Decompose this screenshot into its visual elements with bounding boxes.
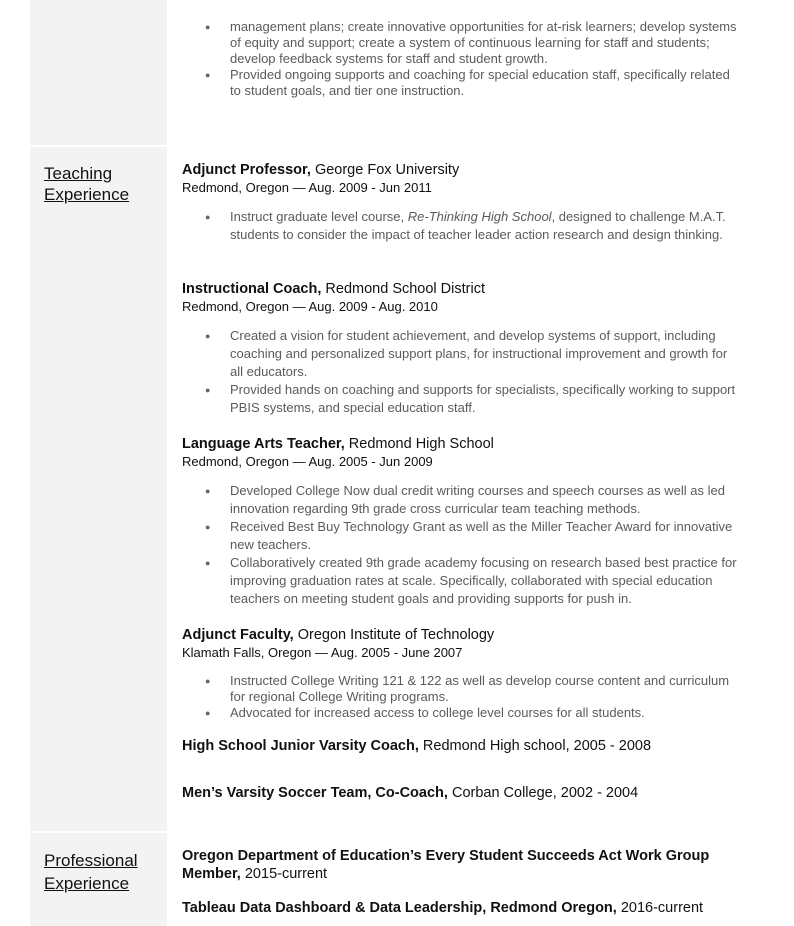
course-title: Re-Thinking High School [407,209,552,224]
job-heading [182,161,742,179]
entry-role: High School Junior Varsity Coach, [182,738,419,754]
section-title-line: Experience [44,185,130,204]
bullet-item: ● Advocated for increased access to college level courses for all students. [182,705,742,721]
job-instructional-coach [182,280,742,417]
coaching-entry-soccer [182,784,742,802]
bullet-item: ● Provided hands on coaching and supports for specialists, specifically working to support PBIS systems, and special education staff. [182,381,742,417]
bullet-item [182,208,742,244]
section-title-teaching-experience [44,163,129,205]
entry-dates: 2016-current [616,900,704,916]
bullet-text: Instruct graduate level course, [230,209,408,224]
bullet-text: , designed to challenge M.A.T. students to consider the impact of teacher leader action research and design thinking. [230,209,726,242]
section-title-professional-experience [44,849,138,895]
job-location: Redmond, Oregon — Aug. 2009 - Aug. 2010 [182,299,438,314]
job-location: Redmond, Oregon — Aug. 2005 - Jun 2009 [182,454,433,469]
entry-title: Tableau Data Dashboard & Data Leadership, Redmond Oregon, [182,900,617,916]
job-heading [182,280,742,298]
bullet-item: ● Developed College Now dual credit writing courses and speech courses as well as led innovation regarding 9th grade cross curricular team teaching methods. [182,482,742,518]
job-language-arts-teacher [182,435,742,608]
bullet-item: ● management plans; create innovative opportunities for at-risk learners; develop systems of equity and support; create a system of continuous learning for staff and students; develop feedback systems for staff and student growth. [182,19,742,67]
job-role: Instructional Coach, [182,281,322,297]
coaching-entry-jv [182,737,742,755]
left-sidebar-column [30,0,167,926]
job-organization: Redmond School District [321,281,485,297]
section-title-line: Teaching [44,164,113,183]
bullet-item: ● Received Best Buy Technology Grant as well as the Miller Teacher Award for innovative new teachers. [182,518,742,554]
section-title-line: Experience [44,874,130,893]
professional-entry-odesa [182,847,732,883]
entry-title: Oregon Department of Education’s Every Student Succeeds Act Work Group Member, [182,848,710,882]
job-heading [182,626,742,644]
bullet-item: ● Created a vision for student achievement, and develop systems of support, including coaching and personalized support plans, for instructional improvement and growth for all educators. [182,327,742,381]
job-role: Language Arts Teacher, [182,436,345,452]
job-role: Adjunct Faculty, [182,627,294,643]
section-divider [30,145,167,147]
job-organization: George Fox University [310,162,460,178]
bullet-item: ● Instructed College Writing 121 & 122 as well as develop course content and curriculum for regional College Writing programs. [182,673,742,705]
entry-details: Redmond High school, 2005 - 2008 [418,738,652,754]
job-location: Klamath Falls, Oregon — Aug. 2005 - June 2007 [182,645,463,660]
job-adjunct-professor [182,161,742,244]
job-adjunct-faculty [182,626,742,721]
entry-details: Corban College, 2002 - 2004 [447,785,639,801]
job-role: Adjunct Professor, [182,162,311,178]
bullet-item: ● Provided ongoing supports and coaching for special education staff, specifically related to student goals, and tier one instruction. [182,67,742,99]
entry-dates: 2015-current [240,866,328,882]
section-divider [30,831,167,833]
job-location: Redmond, Oregon — Aug. 2009 - Jun 2011 [182,180,432,195]
section-title-line: Professional [44,851,138,870]
previous-section-bullets [182,19,742,99]
entry-role: Men’s Varsity Soccer Team, Co-Coach, [182,785,448,801]
bullet-item: ● Collaboratively created 9th grade academy focusing on research based best practice for improving graduation rates at scale. Specifically, collaborated with special education teachers on meeting student goals and providing supports for push in. [182,554,742,608]
job-heading [182,435,742,453]
job-organization: Oregon Institute of Technology [293,627,495,643]
job-organization: Redmond High School [344,436,494,452]
professional-entry-tableau [182,899,742,917]
